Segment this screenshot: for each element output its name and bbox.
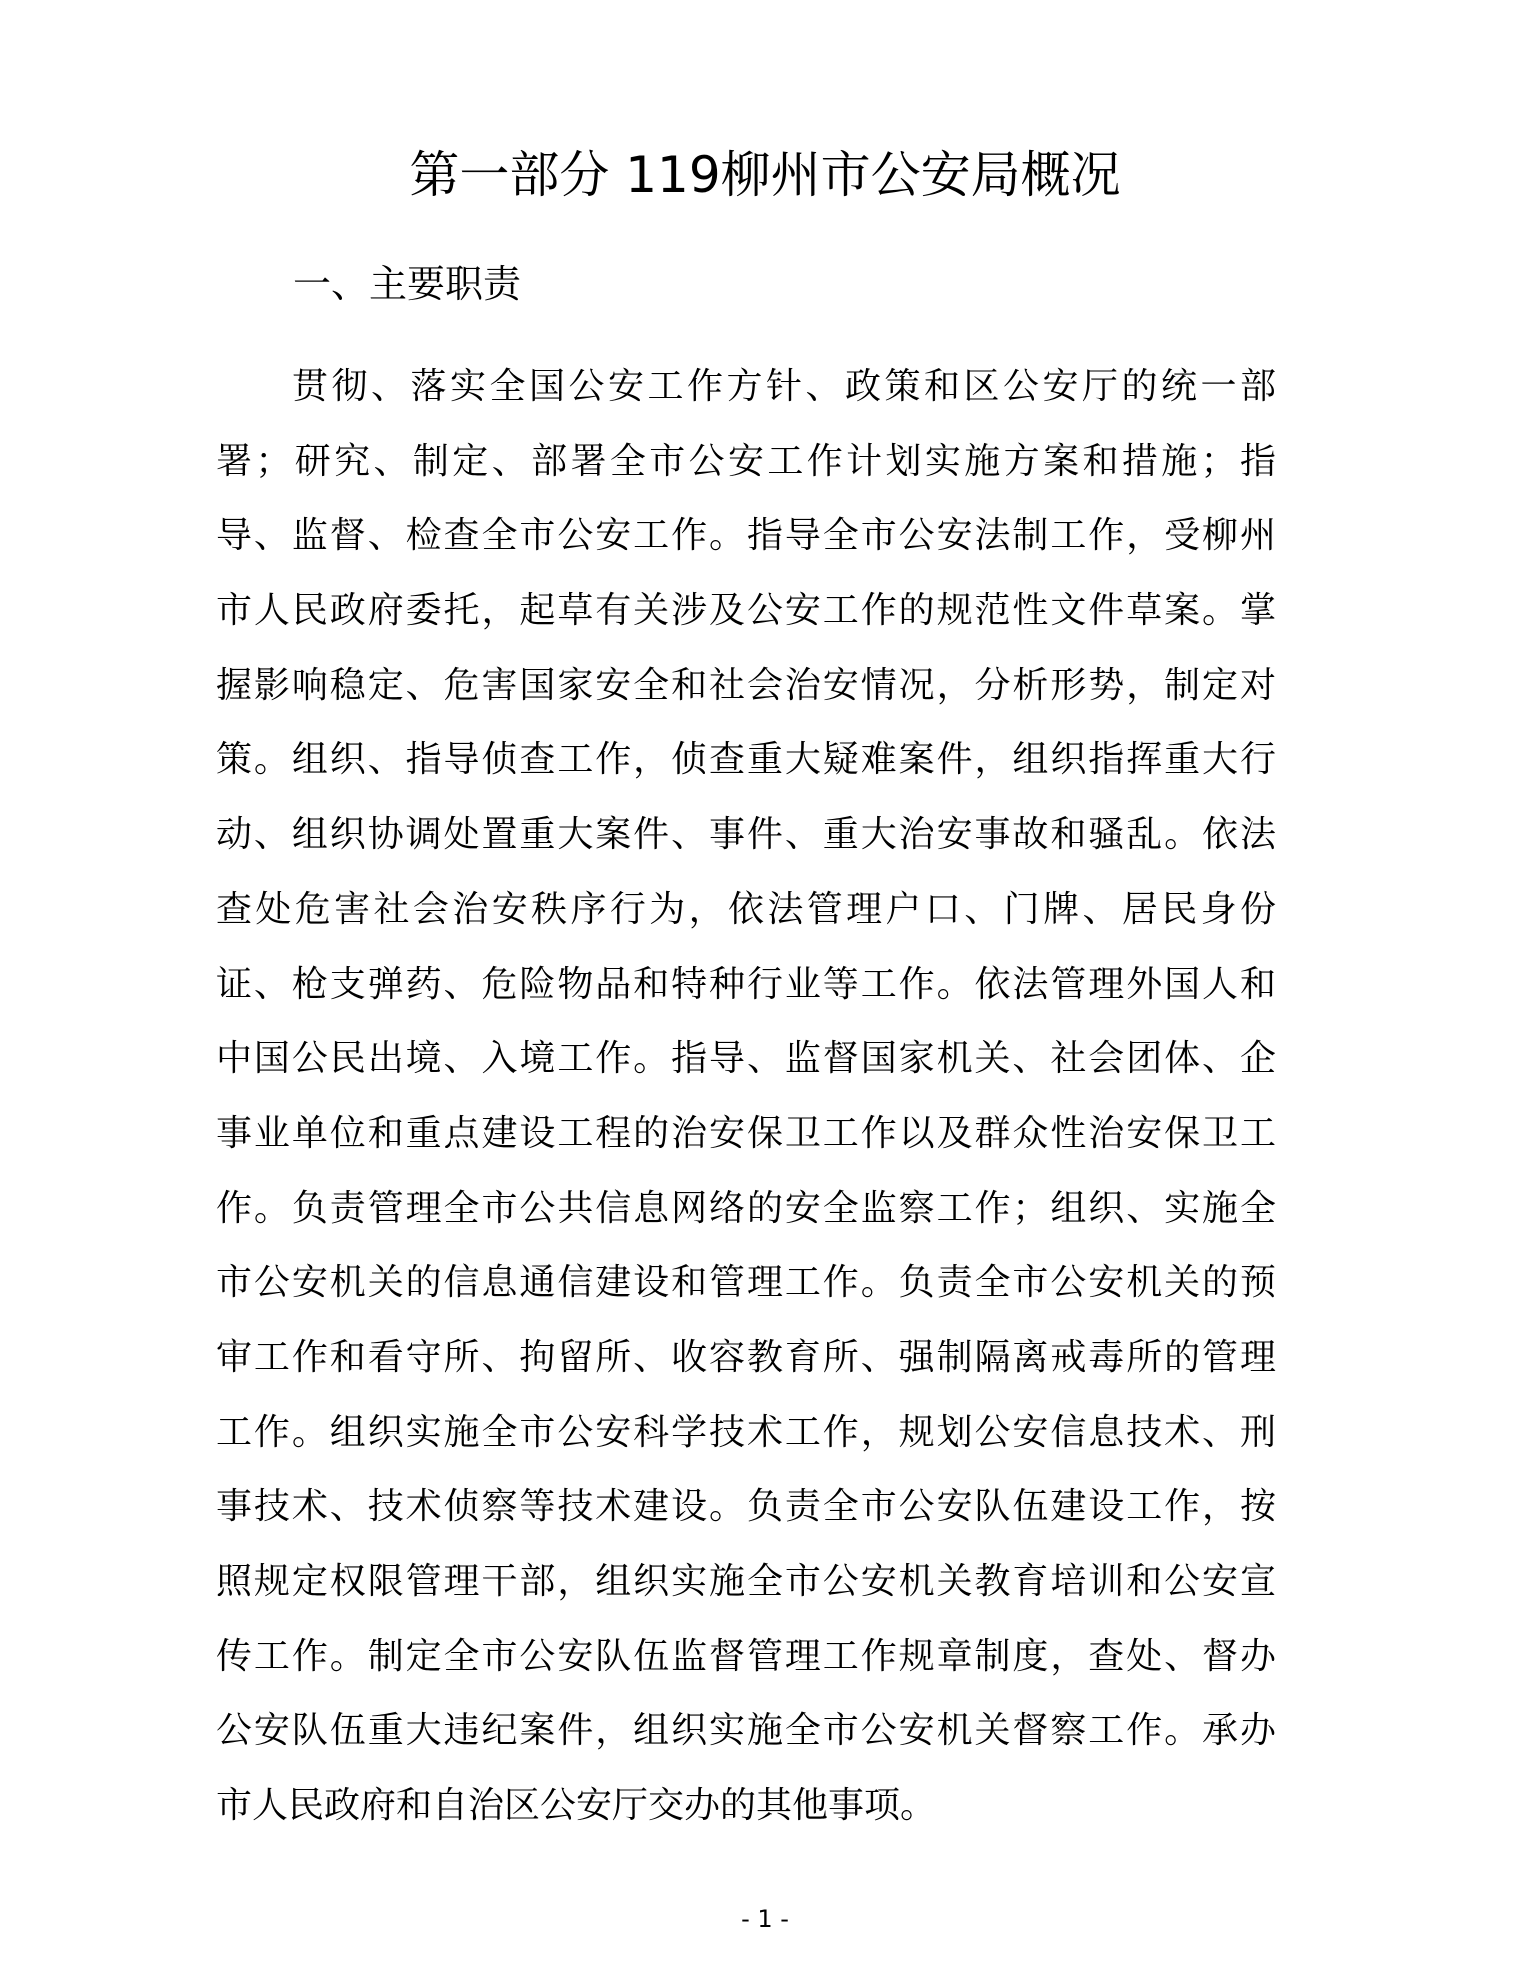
- paragraph-line: 作。负责管理全市公共信息网络的安全监察工作；组织、实施全: [216, 1187, 1276, 1229]
- paragraph-line: 市人民政府和自治区公安厅交办的其他事项。: [216, 1785, 937, 1827]
- duties-paragraph: [216, 362, 1276, 1856]
- paragraph-line: 公安队伍重大违纪案件，组织实施全市公安机关督察工作。承办: [216, 1710, 1276, 1752]
- paragraph-line: 市人民政府委托，起草有关涉及公安工作的规范性文件草案。掌: [216, 590, 1276, 632]
- paragraph-line: 传工作。制定全市公安队伍监督管理工作规章制度，查处、督办: [216, 1635, 1276, 1677]
- paragraph-line: 工作。组织实施全市公安科学技术工作，规划公安信息技术、刑: [216, 1411, 1276, 1453]
- paragraph-line: 中国公民出境、入境工作。指导、监督国家机关、社会团体、企: [216, 1038, 1276, 1080]
- paragraph-line: 策。组织、指导侦查工作，侦查重大疑难案件，组织指挥重大行: [216, 739, 1276, 781]
- paragraph-line: 证、枪支弹药、危险物品和特种行业等工作。依法管理外国人和: [216, 963, 1276, 1005]
- paragraph-line: 事业单位和重点建设工程的治安保卫工作以及群众性治安保卫工: [216, 1112, 1276, 1154]
- paragraph-line: 贯彻、落实全国公安工作方针、政策和区公安厅的统一部: [292, 366, 1276, 407]
- section-heading: 一、主要职责: [293, 262, 522, 306]
- page-title: 第一部分 119柳州市公安局概况: [409, 146, 1121, 204]
- paragraph-line: 动、组织协调处置重大案件、事件、重大治安事故和骚乱。依法: [216, 814, 1276, 856]
- page-number: - 1 -: [741, 1905, 789, 1933]
- paragraph-line: 事技术、技术侦察等技术建设。负责全市公安队伍建设工作，按: [216, 1486, 1276, 1528]
- paragraph-line: 照规定权限管理干部，组织实施全市公安机关教育培训和公安宣: [216, 1561, 1276, 1602]
- paragraph-line: 握影响稳定、危害国家安全和社会治安情况，分析形势，制定对: [216, 664, 1276, 706]
- paragraph-line: 署；研究、制定、部署全市公安工作计划实施方案和措施；指: [216, 440, 1276, 482]
- paragraph-line: 市公安机关的信息通信建设和管理工作。负责全市公安机关的预: [216, 1262, 1276, 1304]
- paragraph-line: 审工作和看守所、拘留所、收容教育所、强制隔离戒毒所的管理: [216, 1336, 1276, 1378]
- paragraph-line: 导、监督、检查全市公安工作。指导全市公安法制工作，受柳州: [216, 515, 1276, 557]
- paragraph-line: 查处危害社会治安秩序行为，依法管理户口、门牌、居民身份: [216, 888, 1276, 930]
